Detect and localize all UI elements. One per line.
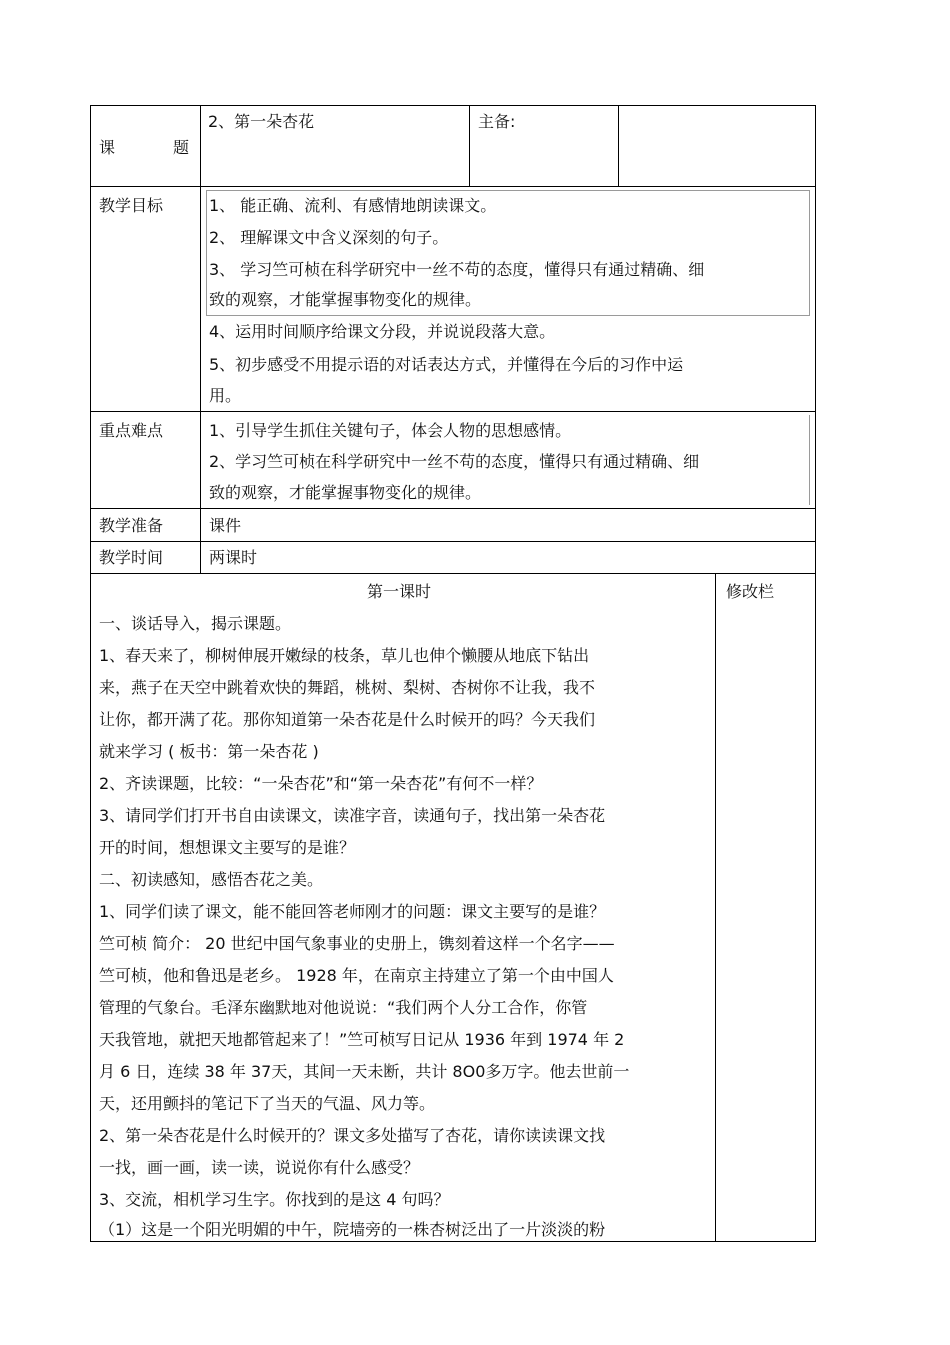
lesson-line: 就来学习 ( 板书：第一朵杏花 ) xyxy=(99,742,319,761)
header-label-ke: 课 xyxy=(99,138,116,157)
prep-label: 教学准备 xyxy=(99,516,164,535)
lesson-line: 2、第一朵杏花是什么时候开的？课文多处描写了杏花，请你读读课文找 xyxy=(99,1126,606,1145)
goal-line: 3、 学习竺可桢在科学研究中一丝不苟的态度，懂得只有通过精确、细 xyxy=(209,260,705,279)
lesson-line: （1）这是一个阳光明媚的中午，院墙旁的一株杏树泛出了一片淡淡的粉 xyxy=(99,1220,606,1239)
lesson-heading: 第一课时 xyxy=(367,582,432,601)
lesson-line: 二、初读感知，感悟杏花之美。 xyxy=(99,870,324,889)
goal-line: 2、 理解课文中含义深刻的句子。 xyxy=(209,228,449,247)
goal-line: 5、初步感受不用提示语的对话表达方式，并懂得在今后的习作中运 xyxy=(209,355,684,374)
keypoint-line: 1、引导学生抓住关键句子，体会人物的思想感情。 xyxy=(209,421,572,440)
lesson-line: 2、齐读课题，比较：“一朵杏花”和“第一朵杏花”有何不一样？ xyxy=(99,774,543,793)
header-label-ti: 题 xyxy=(173,138,190,157)
lesson-line: 开的时间，想想课文主要写的是谁？ xyxy=(99,838,356,857)
lesson-line: 竺可桢，他和鲁迅是老乡。 1928 年，在南京主持建立了第一个由中国人 xyxy=(99,966,614,985)
lesson-line: 3、交流，相机学习生字。你找到的是这 4 句吗？ xyxy=(99,1190,450,1209)
keypoint-line: 2、学习竺可桢在科学研究中一丝不苟的态度，懂得只有通过精确、细 xyxy=(209,452,700,471)
lesson-line: 来，燕子在天空中跳着欢快的舞蹈，桃树、梨树、杏树你不让我，我不 xyxy=(99,678,596,697)
goal-line: 致的观察，才能掌握事物变化的规律。 xyxy=(209,290,482,309)
zhubei-label: 主备: xyxy=(478,112,516,131)
lesson-line: 1、春天来了，柳树伸展开嫩绿的枝条，草儿也伸个懒腰从地底下钻出 xyxy=(99,646,590,665)
prep-value: 课件 xyxy=(209,516,242,535)
lesson-line: 月 6 日，连续 38 年 37天，其间一天未断，共计 8O0多万字。他去世前一 xyxy=(99,1062,630,1081)
time-value: 两课时 xyxy=(209,548,258,567)
lesson-line: 天，还用颤抖的笔记下了当天的气温、风力等。 xyxy=(99,1094,436,1113)
time-label: 教学时间 xyxy=(99,548,164,567)
keypoint-line: 致的观察，才能掌握事物变化的规律。 xyxy=(209,483,482,502)
lesson-line: 一找，画一画，读一读，说说你有什么感受？ xyxy=(99,1158,420,1177)
lesson-line: 1、同学们读了课文，能不能回答老师刚才的问题：课文主要写的是谁？ xyxy=(99,902,606,921)
goals-label: 教学目标 xyxy=(99,196,164,215)
lesson-line: 天我管地，就把天地都管起来了！”竺可桢写日记从 1936 年到 1974 年 2 xyxy=(99,1030,625,1049)
goal-line: 1、 能正确、流利、有感情地朗读课文。 xyxy=(209,196,497,215)
revision-column-label: 修改栏 xyxy=(726,582,775,601)
lesson-title: 2、第一朵杏花 xyxy=(208,112,315,131)
lesson-line: 竺可桢 简介： 20 世纪中国气象事业的史册上，镌刻着这样一个名字—— xyxy=(99,934,615,953)
lesson-line: 一、谈话导入，揭示课题。 xyxy=(99,614,292,633)
lesson-line: 让你，都开满了花。那你知道第一朵杏花是什么时候开的吗？今天我们 xyxy=(99,710,596,729)
keypoints-label: 重点难点 xyxy=(99,421,164,440)
goal-line: 用。 xyxy=(209,386,242,405)
lesson-line: 3、请同学们打开书自由读课文，读准字音，读通句子，找出第一朵杏花 xyxy=(99,806,606,825)
goal-line: 4、运用时间顺序给课文分段，并说说段落大意。 xyxy=(209,322,556,341)
lesson-line: 管理的气象台。毛泽东幽默地对他说说：“我们两个人分工合作，你管 xyxy=(99,998,588,1017)
